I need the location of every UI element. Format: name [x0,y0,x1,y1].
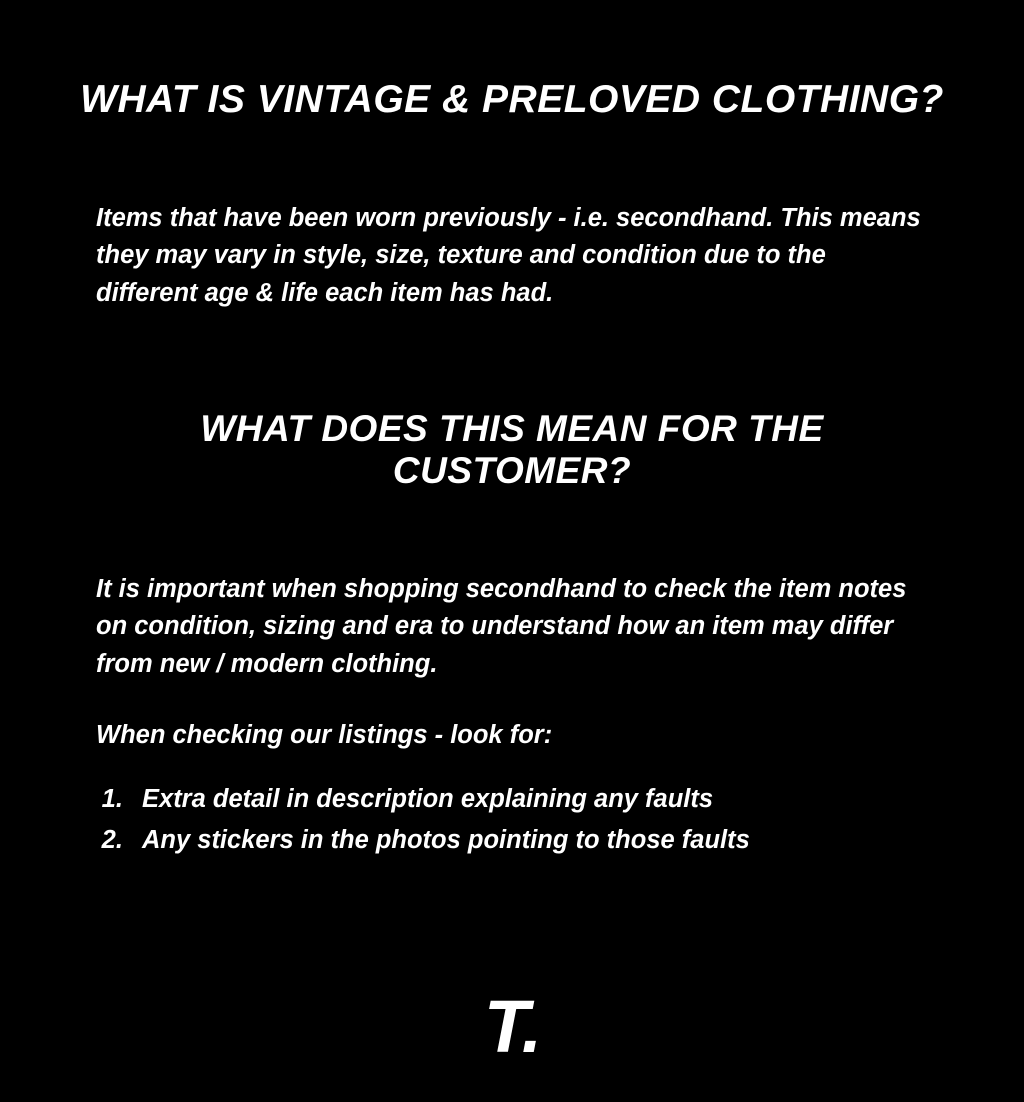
poster-canvas [0,78,1024,1102]
section-title-customer-meaning: WHAT DOES THIS MEAN FOR THE CUSTOMER? [200,408,824,491]
brand-logo [0,985,1024,1068]
list-item: 2. Any stickers in the photos pointing to those faults [130,821,1024,859]
logo-mark-icon: T. [483,985,541,1068]
checklist-intro: When checking our listings - look for: [96,721,553,750]
list-item: 1. Extra detail in description explaining any faults [130,780,1024,818]
checklist-list [0,780,1024,859]
guidance-paragraph: It is important when shopping secondhand to check the item notes on condition, sizing and era to understand how an item may differ from new / modern clothing. [96,575,907,678]
definition-paragraph: Items that have been worn previously - i.e. secondhand. This means they may vary in style, size, texture and condition due to the different age & life each item has had. [96,203,921,307]
page-title: WHAT IS VINTAGE & PRELOVED CLOTHING? [80,78,944,121]
